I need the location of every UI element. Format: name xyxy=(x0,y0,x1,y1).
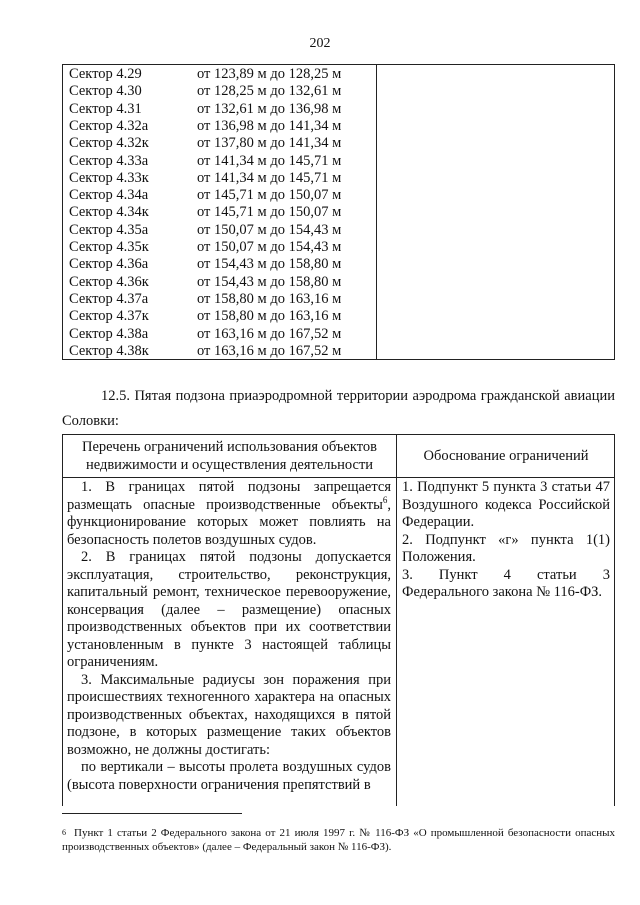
sector-name: Сектор 4.31 xyxy=(69,100,142,117)
footnote-rule xyxy=(62,813,242,814)
sector-height-range: от 136,98 м до 141,34 м xyxy=(197,117,342,134)
sector-row xyxy=(63,170,376,188)
restriction-item-1-tail: , функционирование которых может повлиять на безопасность полетов воздушных судов. xyxy=(67,496,391,548)
sector-name: Сектор 4.37а xyxy=(69,290,149,307)
sector-height-range: от 154,43 м до 158,80 м xyxy=(197,256,342,273)
restriction-item-1-text: 1. В границах пятой подзоны запрещается размещать опасные производственные объекты xyxy=(67,479,391,513)
justification-item-1: 1. Подпункт 5 пункта 3 статьи 47 Воздушного кодекса Российской Федерации. xyxy=(402,479,610,530)
sector-name: Сектор 4.35к xyxy=(69,239,149,255)
sector-height-range: от 128,25 м до 132,61 м xyxy=(197,83,342,100)
sector-height-range: от 132,61 м до 136,98 м xyxy=(197,100,342,117)
section-heading: 12.5. Пятая подзона приаэродромной территории аэродрома гражданской авиации Соловки: xyxy=(62,388,615,429)
sector-height-range: от 123,89 м до 128,25 м xyxy=(197,66,342,82)
sector-name: Сектор 4.32к xyxy=(69,135,149,152)
sector-row xyxy=(63,291,376,309)
sector-name: Сектор 4.33а xyxy=(69,152,149,169)
header-justification: Обоснование ограничений xyxy=(423,448,589,464)
restriction-item-2: 2. В границах пятой подзоны допускается эксплуатация, строительство, реконструкция, капитальный ремонт, техническое перевооружение, консервация (далее – размещение) опасных производственных объектов при их соответствии установленным в пункте 3 настоящей таблицы ограничениям. xyxy=(67,549,391,670)
sector-name: Сектор 4.29 xyxy=(69,66,142,82)
sector-row xyxy=(63,101,376,119)
sector-name: Сектор 4.36а xyxy=(69,256,149,273)
restrictions-column xyxy=(67,479,391,794)
sector-name: Сектор 4.35а xyxy=(69,221,149,238)
sector-row xyxy=(63,308,376,326)
column-divider xyxy=(396,435,397,806)
sector-height-range: от 150,07 м до 154,43 м xyxy=(197,239,342,255)
sector-row xyxy=(63,135,376,153)
sector-name: Сектор 4.34к xyxy=(69,204,149,221)
sector-name: Сектор 4.34а xyxy=(69,187,149,204)
header-restrictions: Перечень ограничений использования объектов недвижимости и осуществления деятельности xyxy=(82,439,377,473)
sector-row xyxy=(63,222,376,240)
sector-name: Сектор 4.37к xyxy=(69,308,149,325)
sector-name: Сектор 4.30 xyxy=(69,83,142,100)
sector-row xyxy=(63,66,376,84)
sector-height-range: от 145,71 м до 150,07 м xyxy=(197,204,342,221)
justification-column xyxy=(402,479,610,602)
sector-row xyxy=(63,256,376,274)
sector-table-divider xyxy=(376,65,377,359)
sector-row xyxy=(63,239,376,257)
restriction-item-3: 3. Максимальные радиусы зон поражения при происшествиях техногенного характера на опасных производственных объектах, находящихся в пятой подзоне, в которых размещение таких объектов возможно, не должны достигать: xyxy=(67,671,391,758)
restrictions-table xyxy=(62,434,615,806)
sector-row xyxy=(63,343,376,361)
justification-item-3: 3. Пункт 4 статьи 3 Федерального закона № 116-ФЗ. xyxy=(402,566,610,600)
sector-row xyxy=(63,187,376,205)
footnote xyxy=(62,826,615,854)
sector-name: Сектор 4.32а xyxy=(69,117,149,134)
sector-row xyxy=(63,326,376,344)
footnote-text: Пункт 1 статьи 2 Федерального закона от 21 июля 1997 г. № 116-ФЗ «О промышленной безопасности опасных производственных объектов» (далее – Федеральный закон № 116-ФЗ). xyxy=(62,827,615,853)
page-number: 202 xyxy=(309,36,331,51)
sector-table xyxy=(62,64,615,360)
sector-row xyxy=(63,274,376,292)
sector-height-range: от 163,16 м до 167,52 м xyxy=(197,342,342,359)
sector-height-range: от 137,80 м до 141,34 м xyxy=(197,135,342,152)
sector-height-range: от 163,16 м до 167,52 м xyxy=(197,325,342,342)
justification-item-2: 2. Подпункт «г» пункта 1(1) Положения. xyxy=(402,531,610,565)
sector-row xyxy=(63,83,376,101)
sector-name: Сектор 4.33к xyxy=(69,169,149,186)
restriction-item-1 xyxy=(67,479,391,549)
sector-height-range: от 141,34 м до 145,71 м xyxy=(197,169,342,186)
header-divider xyxy=(63,477,614,478)
sector-height-range: от 150,07 м до 154,43 м xyxy=(197,221,342,238)
sector-name: Сектор 4.38к xyxy=(69,342,149,359)
footnote-mark: 6 xyxy=(62,828,66,837)
footnote-ref: 6 xyxy=(382,494,388,505)
sector-name: Сектор 4.38а xyxy=(69,325,149,342)
sector-row xyxy=(63,118,376,136)
sector-height-range: от 141,34 м до 145,71 м xyxy=(197,152,342,169)
sector-height-range: от 145,71 м до 150,07 м xyxy=(197,187,342,204)
sector-name: Сектор 4.36к xyxy=(69,273,149,290)
sector-row xyxy=(63,153,376,171)
sector-height-range: от 158,80 м до 163,16 м xyxy=(197,308,342,325)
sector-row xyxy=(63,204,376,222)
sector-height-range: от 158,80 м до 163,16 м xyxy=(197,290,342,307)
sector-height-range: от 154,43 м до 158,80 м xyxy=(197,273,342,290)
restriction-item-3-vertical: по вертикали – высоты пролета воздушных судов (высота поверхности ограничения препятствий в xyxy=(67,759,391,793)
